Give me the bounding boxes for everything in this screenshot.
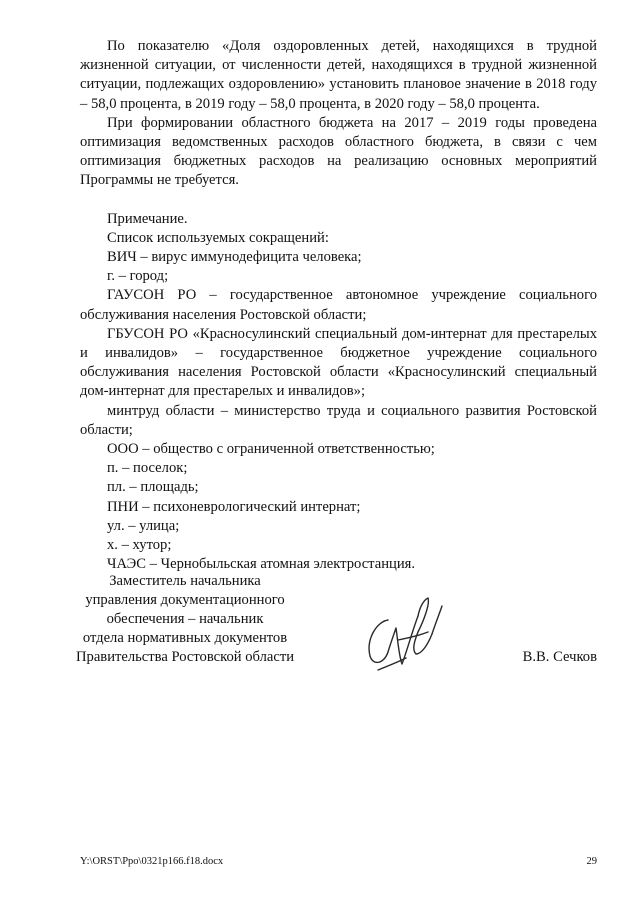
page-number: 29 — [586, 856, 597, 867]
abbreviation-item: ООО – общество с ограниченной ответственностью; — [107, 441, 435, 458]
abbreviation-item: ЧАЭС – Чернобыльская атомная электростанция. — [107, 556, 416, 573]
abbreviation-item: минтруд области – министерство труда и социального развития Ростовской области; — [80, 402, 597, 438]
paragraph-target-indicator: По показателю «Доля оздоровленных детей, находящихся в трудной жизненной ситуации, от численности детей, находящихся в трудной жизненной ситуации, подлежащих оздоровлению» установить плановое значение в 2018 году – 58,0 процента, в 2019 году – 58,0 процента, в 2020 году – 58,0 процента. — [80, 38, 597, 112]
abbreviation-item: п. – поселок; — [107, 460, 188, 477]
file-path: Y:\ORST\Ppo\0321p166.f18.docx — [80, 856, 224, 867]
position-line: обеспечения – начальник — [106, 611, 264, 627]
note-subtitle: Список используемых сокращений: — [107, 229, 329, 246]
abbreviation-item: ул. – улица; — [107, 517, 180, 534]
spacer — [80, 191, 597, 210]
handwritten-signature — [358, 592, 448, 677]
document-body — [80, 37, 597, 574]
abbreviation-item: г. – город; — [107, 268, 169, 285]
signer-name: В.В. Сечков — [522, 649, 597, 665]
position-line: отдела нормативных документов — [82, 630, 288, 646]
position-line: управления документационного — [85, 592, 285, 608]
position-line: Заместитель начальника — [109, 573, 261, 589]
abbreviation-item: ГАУСОН РО – государственное автономное учреждение социального обслуживания населения Ростовской области; — [80, 287, 597, 323]
position-line: Правительства Ростовской области — [75, 649, 295, 665]
note-title: Примечание. — [107, 210, 188, 227]
abbreviation-item: пл. – площадь; — [107, 479, 199, 496]
abbreviation-item: ВИЧ – вирус иммунодефицита человека; — [107, 249, 362, 266]
abbreviation-item: ГБУСОН РО «Красносулинский специальный дом-интернат для престарелых и инвалидов» – государственное бюджетное учреждение социального обслуживания населения Ростовской области «Красносулинский специальный дом-интернат для престарелых и инвалидов»; — [80, 325, 597, 400]
paragraph-budget-optimization: При формировании областного бюджета на 2017 – 2019 годы проведена оптимизация ведомственных расходов областного бюджета, в связи с чем оптимизация бюджетных расходов на реализацию основных мероприятий Программы не требуется. — [80, 114, 597, 189]
abbreviation-item: х. – хутор; — [107, 537, 172, 554]
abbreviation-item: ПНИ – психоневрологический интернат; — [107, 498, 361, 515]
signatory-position — [60, 572, 310, 667]
